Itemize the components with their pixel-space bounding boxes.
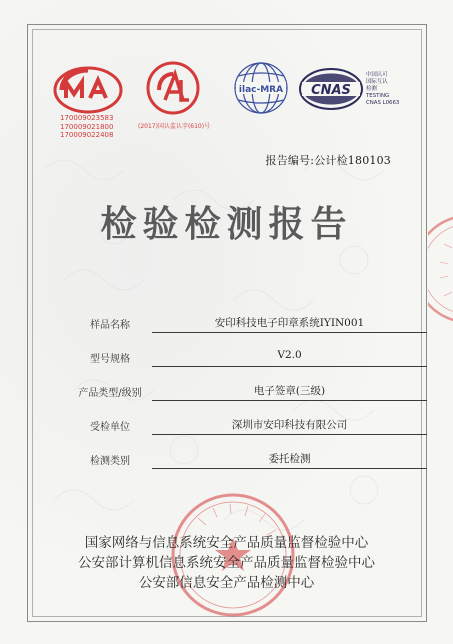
field-value: 安印科技电子印章系统IYIN001 <box>214 317 365 329</box>
field-value: 电子签章(三级) <box>253 385 326 397</box>
field-label: 受检单位 <box>90 422 130 433</box>
field-underline <box>152 332 427 333</box>
issuer-line: 公安部信息安全产品检测中心 <box>138 575 315 591</box>
cal-caption: (2017)国认监认字(610)号 <box>138 123 211 130</box>
issuer-line: 公安部计算机信息系统安全产品质量监督检验中心 <box>78 555 375 571</box>
field-value: V2.0 <box>277 349 302 361</box>
field-underline <box>152 400 427 401</box>
field-label: 样品名称 <box>90 320 130 331</box>
cnas-side-line: CNAS L0663 <box>366 100 400 106</box>
field-value: 深圳市安印科技有限公司 <box>231 419 348 431</box>
cnas-side-text <box>366 72 418 107</box>
cma-code: 170009022408 <box>60 131 114 139</box>
field-label: 检测类别 <box>90 456 130 467</box>
report-number: 报告编号:公计检180103 <box>265 154 391 167</box>
cma-code: 170009023583 <box>60 114 114 122</box>
issuer-line: 国家网络与信息系统安全产品质量监督检验中心 <box>84 535 369 551</box>
field-label: 型号规格 <box>90 354 130 365</box>
cnas-side-line: TESTING <box>366 93 390 99</box>
field-product-type <box>70 380 360 402</box>
svg-text:CNAS: CNAS <box>311 83 351 98</box>
cma-logo-icon <box>52 64 124 116</box>
field-model <box>70 346 360 368</box>
cal-logo-icon <box>145 60 201 116</box>
cnas-logo-icon <box>298 66 364 112</box>
cma-codes <box>60 114 130 140</box>
svg-text:ilac-MRA: ilac-MRA <box>238 85 284 95</box>
edge-seal-icon <box>428 214 453 324</box>
field-label: 产品类型/级别 <box>78 388 142 399</box>
cnas-side-line: 中国认可 <box>366 72 388 78</box>
field-value: 委托检测 <box>268 453 311 465</box>
field-test-category <box>70 448 360 470</box>
field-inspected-unit <box>70 414 360 436</box>
field-sample-name <box>70 312 365 334</box>
cma-code: 170009021800 <box>60 122 114 131</box>
cnas-side-line: 检测 <box>366 86 377 92</box>
ilac-mra-logo-icon <box>232 60 290 116</box>
page-title: 检验检测报告 <box>100 203 353 245</box>
cnas-side-line: 国际互认 <box>366 79 388 85</box>
field-underline <box>152 366 427 367</box>
field-underline <box>152 468 427 469</box>
field-underline <box>152 434 427 435</box>
